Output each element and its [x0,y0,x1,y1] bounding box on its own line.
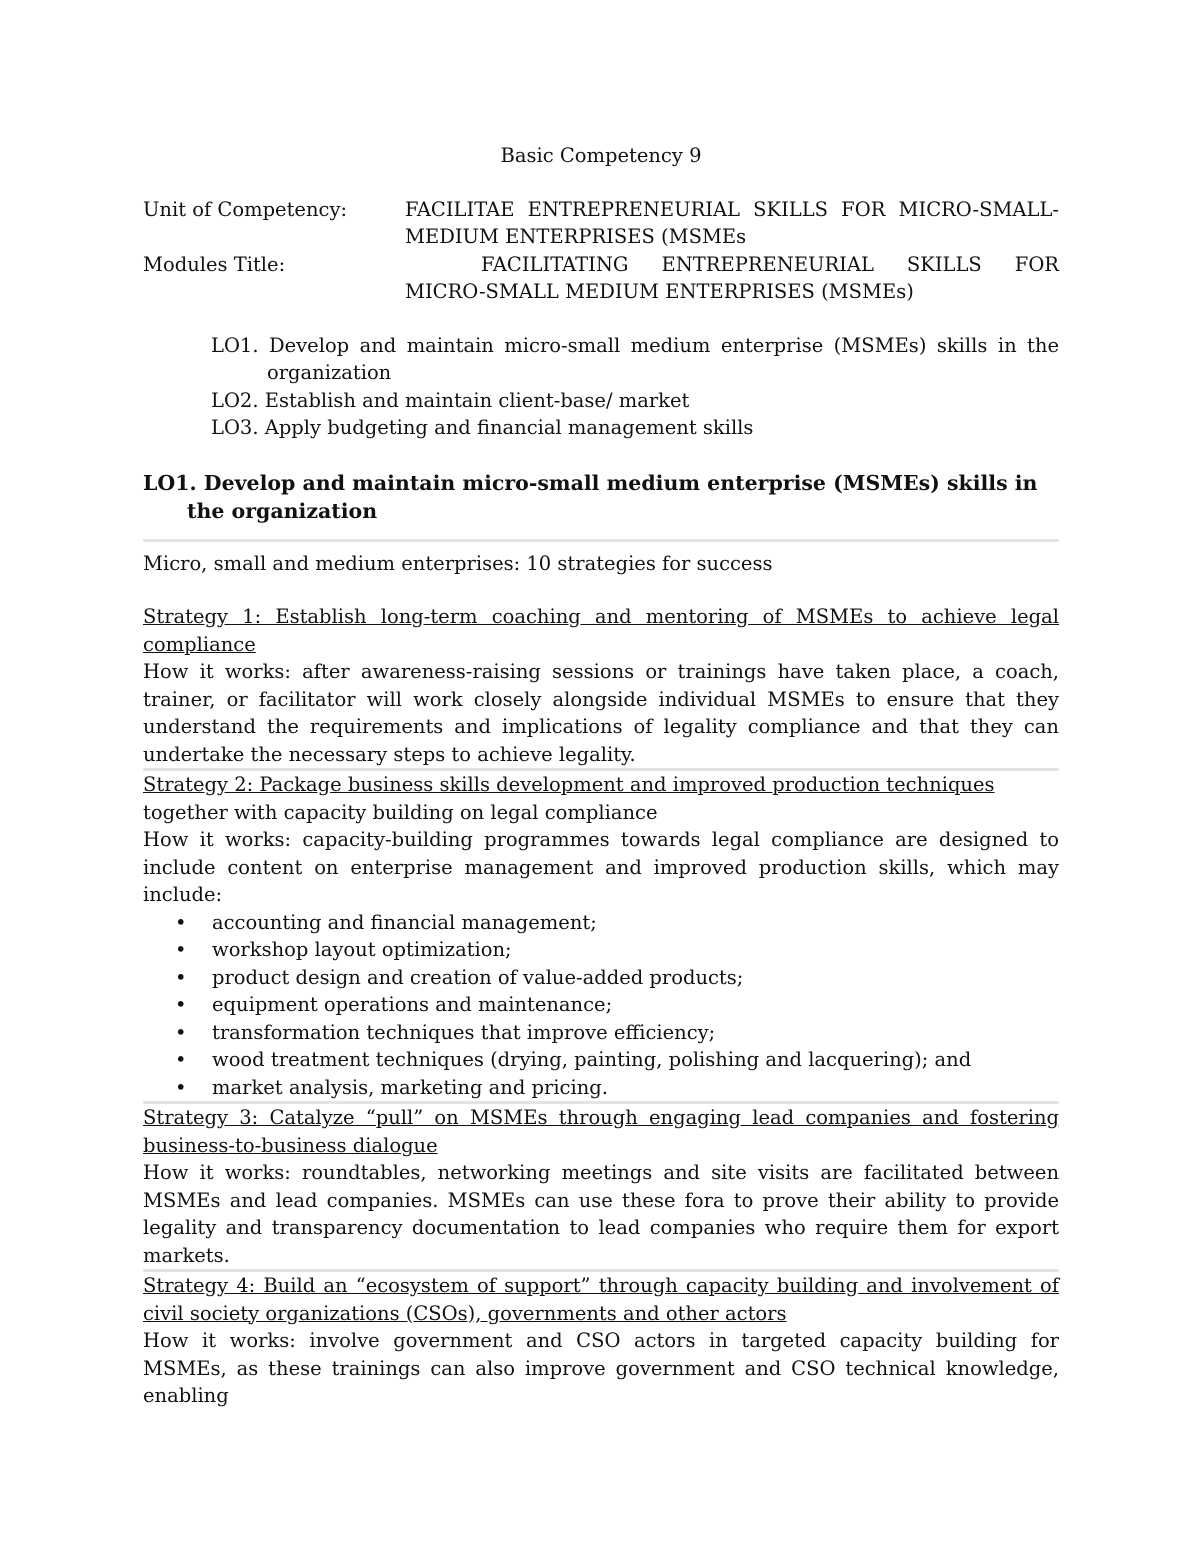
list-item-text: accounting and financial management; [212,910,597,934]
strategy-title-continuation: together with capacity building on legal compliance [143,800,658,824]
section-heading: LO1. Develop and maintain micro-small medium enterprise (MSMEs) skills in the organization [143,470,1038,523]
document-title: Basic Competency 9 [500,144,702,167]
list-item-text: transformation techniques that improve efficiency; [212,1020,716,1044]
strategy-title: Strategy 3: Catalyze “pull” on MSMEs through engaging lead companies and fostering business-to-business dialogue [143,1106,1059,1157]
strategy-body: How it works: after awareness-raising sessions or trainings have taken place, a coach, trainer, or facilitator will work closely alongside individual MSMEs to ensure that they understand the requirements and implications of legality compliance and that they can undertake the necessary steps to achieve legality. [143,660,1059,766]
list-item-text: equipment operations and maintenance; [212,993,613,1016]
strategy-block [143,771,1059,1101]
document-page [143,142,1059,1410]
list-item [143,909,1059,937]
bullet-list [143,909,1059,1102]
module-value-wrap [405,251,1059,306]
bullet-icon: • [175,1020,187,1044]
list-item-text: wood treatment techniques (drying, painting, polishing and lacquering); and [212,1048,972,1071]
divider [143,539,1059,542]
list-item [143,1074,1059,1102]
unit-of-competency-row [143,196,1059,251]
list-item [143,936,1059,964]
bullet-icon: • [175,938,187,961]
strategy-body: How it works: involve government and CSO actors in targeted capacity building for MSMEs, as these trainings can also improve government and CSO technical knowledge, enabling [143,1329,1059,1407]
bullet-icon: • [175,965,187,989]
strategy-block [143,603,1059,768]
list-item-text: market analysis, marketing and pricing. [212,1075,608,1099]
list-item [143,1046,1059,1074]
strategy-block [143,1104,1059,1269]
list-item [143,1019,1059,1047]
learning-outcome-item: LO3. Apply budgeting and financial management skills [211,416,754,439]
strategy-title: Strategy 2: Package business skills development and improved production techniques [143,773,995,796]
list-item [143,991,1059,1019]
bullet-icon: • [175,1075,187,1099]
strategy-body: How it works: capacity-building programmes towards legal compliance are designed to include content on enterprise management and improved production skills, which may include: [143,828,1059,906]
module-label: Modules Title: [143,252,286,276]
learning-outcome-item: LO2. Establish and maintain client-base/ market [211,388,690,412]
list-item-text: product design and creation of value-added products; [212,965,744,989]
bullet-icon: • [175,993,187,1016]
learning-outcomes-list [143,332,1059,442]
list-item [143,964,1059,992]
unit-label: Unit of Competency: [143,197,348,221]
section-subtitle: Micro, small and medium enterprises: 10 strategies for success [143,551,773,575]
list-item-text: workshop layout optimization; [212,938,512,961]
bullet-icon: • [175,910,187,934]
unit-value: FACILITAE ENTREPRENEURIAL SKILLS FOR MICRO-SMALL-MEDIUM ENTERPRISES (MSMEs [405,197,1059,248]
module-value: FACILITATING ENTREPRENEURIAL SKILLS FOR MICRO-SMALL MEDIUM ENTERPRISES (MSMEs) [405,252,1059,303]
learning-outcome-item: LO1. Develop and maintain micro-small medium enterprise (MSMEs) skills in the organization [211,333,1059,384]
bullet-icon: • [175,1048,187,1071]
strategy-body: How it works: roundtables, networking meetings and site visits are facilitated between MSMEs and lead companies. MSMEs can use these fora to prove their ability to provide legality and transparency documentation to lead companies who require them for export markets. [143,1161,1059,1267]
module-title-row [143,251,1059,306]
strategy-title: Strategy 1: Establish long-term coaching and mentoring of MSMEs to achieve legal compliance [143,605,1059,656]
strategy-title: Strategy 4: Build an “ecosystem of support” through capacity building and involvement of civil society organizations (CSOs), governments and other actors [143,1274,1059,1325]
strategy-block [143,1272,1059,1410]
